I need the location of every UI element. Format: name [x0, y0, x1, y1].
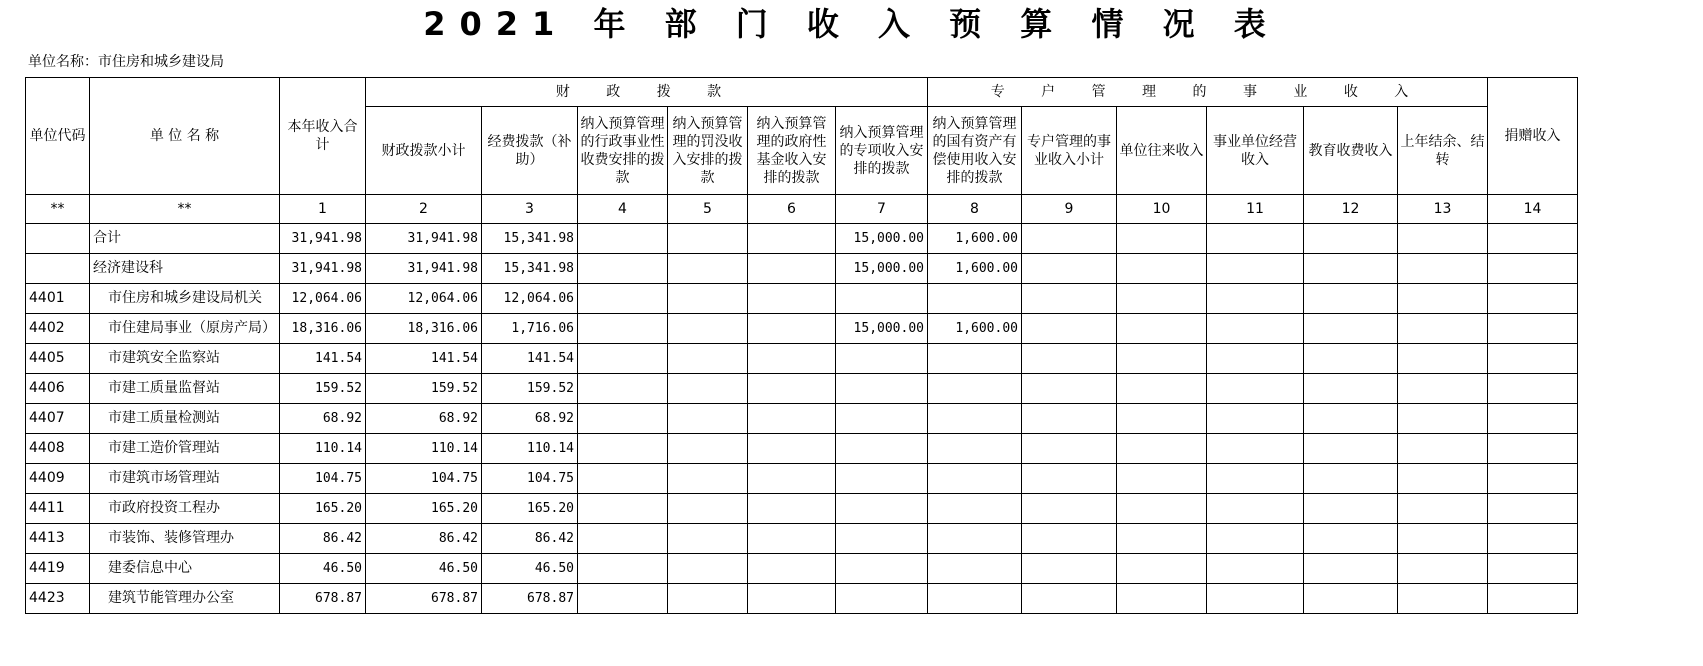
column-number: 13 — [1398, 195, 1488, 224]
column-number: 3 — [482, 195, 578, 224]
amount-cell: 110.14 — [280, 434, 366, 464]
amount-cell: 110.14 — [482, 434, 578, 464]
amount-cell — [578, 284, 668, 314]
amount-cell — [1488, 284, 1578, 314]
amount-cell: 15,000.00 — [836, 254, 928, 284]
amount-cell — [928, 554, 1022, 584]
amount-cell — [1117, 344, 1207, 374]
amount-cell — [1207, 224, 1304, 254]
unit-code-cell: 4402 — [26, 314, 90, 344]
amount-cell: 104.75 — [366, 464, 482, 494]
amount-cell — [1398, 494, 1488, 524]
amount-cell — [578, 524, 668, 554]
column-number: 2 — [366, 195, 482, 224]
header-total-income: 本年收入合计 — [280, 78, 366, 195]
amount-cell — [1488, 374, 1578, 404]
amount-cell — [1207, 344, 1304, 374]
amount-cell — [928, 464, 1022, 494]
amount-cell — [1398, 344, 1488, 374]
amount-cell — [668, 404, 748, 434]
amount-cell: 104.75 — [280, 464, 366, 494]
amount-cell — [1022, 254, 1117, 284]
table-row — [26, 284, 1578, 314]
amount-cell — [668, 434, 748, 464]
amount-cell — [578, 584, 668, 614]
unit-name-cell: 建委信息中心 — [90, 554, 280, 584]
amount-cell: 31,941.98 — [366, 254, 482, 284]
amount-cell: 15,000.00 — [836, 314, 928, 344]
header-state-asset-allocation: 纳入预算管理的国有资产有偿使用收入安排的拨款 — [928, 107, 1022, 195]
amount-cell — [668, 464, 748, 494]
header-gov-fund-allocation: 纳入预算管理的政府性基金收入安排的拨款 — [748, 107, 836, 195]
amount-cell — [1398, 224, 1488, 254]
amount-cell: 15,000.00 — [836, 224, 928, 254]
column-number-row — [26, 195, 1578, 224]
amount-cell — [1398, 524, 1488, 554]
amount-cell — [928, 494, 1022, 524]
amount-cell — [1488, 224, 1578, 254]
amount-cell — [1207, 254, 1304, 284]
header-fiscal-subtotal: 财政拨款小计 — [366, 107, 482, 195]
amount-cell — [1117, 524, 1207, 554]
amount-cell — [1117, 404, 1207, 434]
amount-cell — [1304, 284, 1398, 314]
table-row — [26, 584, 1578, 614]
column-number: ** — [26, 195, 90, 224]
unit-code-cell: 4413 — [26, 524, 90, 554]
amount-cell — [928, 584, 1022, 614]
amount-cell — [1398, 584, 1488, 614]
column-number: 7 — [836, 195, 928, 224]
amount-cell — [1488, 584, 1578, 614]
amount-cell — [1304, 314, 1398, 344]
amount-cell — [1398, 434, 1488, 464]
amount-cell — [1022, 434, 1117, 464]
amount-cell: 159.52 — [280, 374, 366, 404]
header-special-income-allocation: 纳入预算管理的专项收入安排的拨款 — [836, 107, 928, 195]
unit-name-cell: 合计 — [90, 224, 280, 254]
amount-cell — [836, 554, 928, 584]
table-row — [26, 494, 1578, 524]
table-row — [26, 524, 1578, 554]
amount-cell — [1022, 374, 1117, 404]
unit-code-cell: 4401 — [26, 284, 90, 314]
amount-cell — [578, 374, 668, 404]
amount-cell — [748, 494, 836, 524]
amount-cell — [748, 284, 836, 314]
amount-cell: 68.92 — [366, 404, 482, 434]
unit-code-cell — [26, 254, 90, 284]
unit-name-cell: 市建工质量检测站 — [90, 404, 280, 434]
amount-cell: 165.20 — [280, 494, 366, 524]
amount-cell: 18,316.06 — [366, 314, 482, 344]
amount-cell — [748, 554, 836, 584]
amount-cell — [1207, 524, 1304, 554]
unit-code-cell: 4405 — [26, 344, 90, 374]
amount-cell: 141.54 — [366, 344, 482, 374]
amount-cell — [668, 314, 748, 344]
amount-cell — [1207, 494, 1304, 524]
amount-cell — [578, 434, 668, 464]
amount-cell — [748, 464, 836, 494]
amount-cell — [836, 404, 928, 434]
amount-cell — [578, 314, 668, 344]
amount-cell — [578, 494, 668, 524]
amount-cell: 86.42 — [482, 524, 578, 554]
column-number: 14 — [1488, 195, 1578, 224]
amount-cell — [668, 284, 748, 314]
amount-cell: 68.92 — [482, 404, 578, 434]
header-group-dedicated: 专 户 管 理 的 事 业 收 入 — [928, 78, 1488, 107]
unit-name-label: 单位名称：市住房和城乡建设局 — [28, 54, 224, 70]
amount-cell — [1022, 584, 1117, 614]
amount-cell — [1022, 554, 1117, 584]
unit-name-cell: 经济建设科 — [90, 254, 280, 284]
table-row — [26, 344, 1578, 374]
page-title: 2021 年 部 门 收 入 预 算 情 况 表 — [423, 5, 1280, 43]
unit-name-cell: 市政府投资工程办 — [90, 494, 280, 524]
unit-code-cell: 4408 — [26, 434, 90, 464]
amount-cell — [668, 524, 748, 554]
amount-cell: 165.20 — [366, 494, 482, 524]
amount-cell — [928, 524, 1022, 554]
amount-cell: 46.50 — [280, 554, 366, 584]
unit-code-cell: 4411 — [26, 494, 90, 524]
unit-code-cell: 4407 — [26, 404, 90, 434]
amount-cell: 1,716.06 — [482, 314, 578, 344]
amount-cell — [668, 494, 748, 524]
amount-cell: 141.54 — [280, 344, 366, 374]
table-row — [26, 314, 1578, 344]
amount-cell: 12,064.06 — [366, 284, 482, 314]
amount-cell — [1304, 494, 1398, 524]
amount-cell — [748, 404, 836, 434]
amount-cell — [1207, 584, 1304, 614]
amount-cell: 18,316.06 — [280, 314, 366, 344]
amount-cell — [748, 374, 836, 404]
table-row — [26, 254, 1578, 284]
unit-name-cell: 市住建局事业（原房产局） — [90, 314, 280, 344]
amount-cell — [1022, 224, 1117, 254]
amount-cell — [1398, 254, 1488, 284]
unit-name-cell: 市建筑市场管理站 — [90, 464, 280, 494]
unit-code-cell — [26, 224, 90, 254]
amount-cell — [1304, 254, 1398, 284]
amount-cell — [1207, 434, 1304, 464]
amount-cell: 678.87 — [280, 584, 366, 614]
amount-cell — [1304, 434, 1398, 464]
column-number: 8 — [928, 195, 1022, 224]
table-row — [26, 224, 1578, 254]
amount-cell — [1117, 224, 1207, 254]
amount-cell — [1207, 374, 1304, 404]
amount-cell — [748, 254, 836, 284]
table-row — [26, 464, 1578, 494]
amount-cell — [928, 434, 1022, 464]
amount-cell — [1304, 344, 1398, 374]
amount-cell — [578, 464, 668, 494]
header-confiscation-allocation: 纳入预算管理的罚没收入安排的拨款 — [668, 107, 748, 195]
table-row — [26, 434, 1578, 464]
unit-code-cell: 4419 — [26, 554, 90, 584]
amount-cell — [1304, 584, 1398, 614]
amount-cell: 15,341.98 — [482, 224, 578, 254]
column-number: 10 — [1117, 195, 1207, 224]
amount-cell — [1304, 224, 1398, 254]
amount-cell — [1398, 374, 1488, 404]
amount-cell — [1398, 284, 1488, 314]
header-education-fee-income: 教育收费收入 — [1304, 107, 1398, 195]
column-number: 4 — [578, 195, 668, 224]
amount-cell — [1207, 284, 1304, 314]
amount-cell: 1,600.00 — [928, 254, 1022, 284]
column-number: 6 — [748, 195, 836, 224]
amount-cell — [928, 284, 1022, 314]
amount-cell: 1,600.00 — [928, 224, 1022, 254]
amount-cell — [668, 344, 748, 374]
amount-cell — [748, 344, 836, 374]
amount-cell: 31,941.98 — [280, 224, 366, 254]
amount-cell — [578, 404, 668, 434]
amount-cell — [836, 584, 928, 614]
amount-cell — [1304, 464, 1398, 494]
amount-cell — [836, 464, 928, 494]
amount-cell — [748, 224, 836, 254]
amount-cell — [1022, 494, 1117, 524]
amount-cell: 12,064.06 — [482, 284, 578, 314]
unit-name-cell: 建筑节能管理办公室 — [90, 584, 280, 614]
amount-cell — [836, 284, 928, 314]
amount-cell — [1117, 554, 1207, 584]
amount-cell — [1488, 404, 1578, 434]
amount-cell — [1304, 374, 1398, 404]
amount-cell — [578, 224, 668, 254]
header-donation-income: 捐赠收入 — [1488, 78, 1578, 195]
header-unit-code: 单位代码 — [26, 78, 90, 195]
amount-cell — [578, 254, 668, 284]
amount-cell — [928, 344, 1022, 374]
unit-code-cell: 4409 — [26, 464, 90, 494]
amount-cell — [1117, 254, 1207, 284]
amount-cell — [1488, 314, 1578, 344]
amount-cell — [1022, 404, 1117, 434]
header-business-income: 事业单位经营收入 — [1207, 107, 1304, 195]
amount-cell — [836, 374, 928, 404]
unit-code-cell: 4423 — [26, 584, 90, 614]
amount-cell — [748, 524, 836, 554]
amount-cell — [578, 554, 668, 584]
amount-cell — [1207, 464, 1304, 494]
amount-cell — [1022, 344, 1117, 374]
amount-cell — [578, 344, 668, 374]
table-row — [26, 374, 1578, 404]
amount-cell — [1022, 284, 1117, 314]
header-group-fiscal: 财 政 拨 款 — [366, 78, 928, 107]
amount-cell — [1207, 404, 1304, 434]
amount-cell — [1207, 314, 1304, 344]
unit-name-cell: 市住房和城乡建设局机关 — [90, 284, 280, 314]
amount-cell — [836, 494, 928, 524]
amount-cell — [1398, 404, 1488, 434]
amount-cell: 46.50 — [366, 554, 482, 584]
amount-cell — [1117, 584, 1207, 614]
amount-cell: 141.54 — [482, 344, 578, 374]
amount-cell: 86.42 — [366, 524, 482, 554]
amount-cell — [1488, 434, 1578, 464]
amount-cell — [1117, 374, 1207, 404]
amount-cell: 165.20 — [482, 494, 578, 524]
amount-cell — [1207, 554, 1304, 584]
amount-cell: 86.42 — [280, 524, 366, 554]
unit-name-cell: 市建筑安全监察站 — [90, 344, 280, 374]
table-row — [26, 404, 1578, 434]
amount-cell: 678.87 — [366, 584, 482, 614]
amount-cell: 46.50 — [482, 554, 578, 584]
budget-table — [25, 77, 1578, 614]
amount-cell — [1022, 524, 1117, 554]
amount-cell — [1117, 494, 1207, 524]
header-prior-year-balance: 上年结余、结转 — [1398, 107, 1488, 195]
amount-cell — [1304, 404, 1398, 434]
amount-cell — [1022, 314, 1117, 344]
amount-cell — [928, 374, 1022, 404]
amount-cell — [836, 344, 928, 374]
amount-cell — [1398, 554, 1488, 584]
amount-cell: 104.75 — [482, 464, 578, 494]
header-admin-fee-allocation: 纳入预算管理的行政事业性收费安排的拨款 — [578, 107, 668, 195]
amount-cell — [1488, 344, 1578, 374]
header-funding-allocation: 经费拨款（补助） — [482, 107, 578, 195]
header-dedicated-subtotal: 专户管理的事业收入小计 — [1022, 107, 1117, 195]
amount-cell: 1,600.00 — [928, 314, 1022, 344]
amount-cell: 31,941.98 — [366, 224, 482, 254]
column-number: 11 — [1207, 195, 1304, 224]
unit-name-cell: 市装饰、装修管理办 — [90, 524, 280, 554]
column-number: 5 — [668, 195, 748, 224]
amount-cell — [1488, 254, 1578, 284]
column-number: 12 — [1304, 195, 1398, 224]
amount-cell — [1022, 464, 1117, 494]
amount-cell — [668, 584, 748, 614]
amount-cell — [1488, 464, 1578, 494]
column-number: 1 — [280, 195, 366, 224]
amount-cell — [1398, 464, 1488, 494]
amount-cell — [836, 434, 928, 464]
amount-cell — [1488, 524, 1578, 554]
amount-cell — [668, 224, 748, 254]
unit-code-cell: 4406 — [26, 374, 90, 404]
amount-cell: 68.92 — [280, 404, 366, 434]
amount-cell — [1117, 284, 1207, 314]
header-unit-name: 单 位 名 称 — [90, 78, 280, 195]
amount-cell — [1304, 554, 1398, 584]
unit-name-cell: 市建工造价管理站 — [90, 434, 280, 464]
amount-cell — [668, 254, 748, 284]
amount-cell: 159.52 — [482, 374, 578, 404]
amount-cell — [748, 584, 836, 614]
table-row — [26, 554, 1578, 584]
column-number: ** — [90, 195, 280, 224]
amount-cell: 15,341.98 — [482, 254, 578, 284]
amount-cell: 159.52 — [366, 374, 482, 404]
amount-cell: 110.14 — [366, 434, 482, 464]
amount-cell — [668, 554, 748, 584]
amount-cell: 12,064.06 — [280, 284, 366, 314]
amount-cell — [668, 374, 748, 404]
amount-cell — [1488, 494, 1578, 524]
amount-cell — [1117, 464, 1207, 494]
amount-cell — [748, 434, 836, 464]
amount-cell — [836, 524, 928, 554]
amount-cell: 678.87 — [482, 584, 578, 614]
amount-cell — [1488, 554, 1578, 584]
amount-cell — [1117, 434, 1207, 464]
amount-cell — [1398, 314, 1488, 344]
column-number: 9 — [1022, 195, 1117, 224]
unit-name-cell: 市建工质量监督站 — [90, 374, 280, 404]
amount-cell — [1117, 314, 1207, 344]
header-unit-exchange-income: 单位往来收入 — [1117, 107, 1207, 195]
amount-cell — [1304, 524, 1398, 554]
amount-cell: 31,941.98 — [280, 254, 366, 284]
amount-cell — [748, 314, 836, 344]
amount-cell — [928, 404, 1022, 434]
